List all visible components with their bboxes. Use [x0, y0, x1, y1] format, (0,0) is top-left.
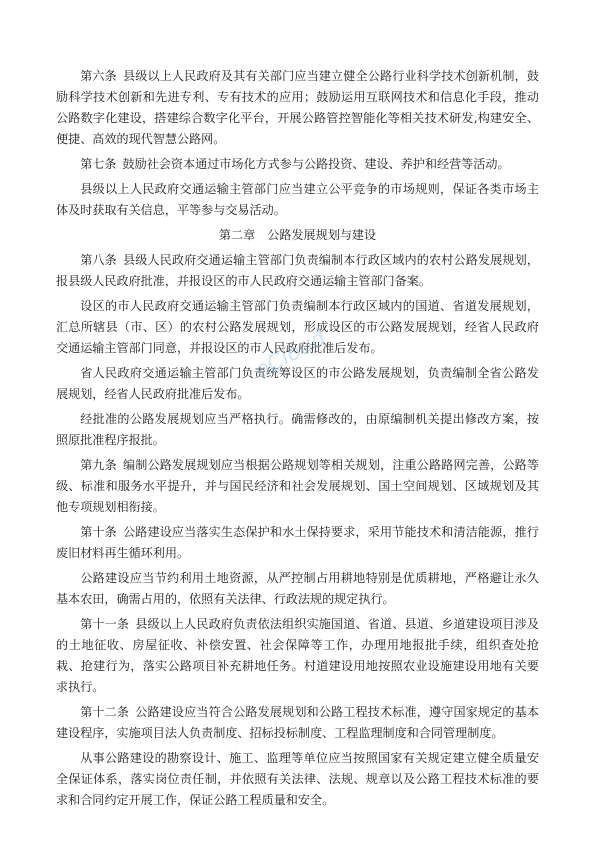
chapter-heading: 第二章 公路发展规划与建设: [218, 228, 377, 242]
watermark: oCloud: [250, 325, 331, 384]
article-6: [56, 66, 539, 150]
article-text: 公路建设应当落实生态保护和水土保持要求，采用节能技术和清洁能源，推行废旧材料再生循环利用。: [56, 525, 539, 560]
article-8: [56, 250, 539, 292]
paragraph: [56, 363, 539, 405]
article-number: 第八条: [80, 253, 117, 267]
paragraph: [56, 748, 539, 811]
article-number: 第十二条: [80, 705, 130, 719]
paragraph: [56, 568, 539, 610]
paragraph: [56, 179, 539, 221]
paragraph-text: 设区的市人民政府交通运输主管部门负责编制本行政区域内的国道、省道发展规划，汇总所辖县（市、区）的农村公路发展规划，形成设区的市公路发展规划，经省人民政府交通运输主管部门同意，并报设区的市人民政府批准后发布。: [56, 299, 539, 355]
article-text: 编制公路发展规划应当根据公路规划等相关规划，注重公路路网完善，公路等级、标准和服务水平提升，并与国民经济和社会发展规划、国土空间规划、区域规划及其他专项规划相衔接。: [56, 458, 539, 514]
article-11: [56, 614, 539, 698]
article-number: 第九条: [80, 458, 117, 472]
article-number: 第十一条: [80, 617, 130, 631]
article-number: 第七条: [80, 157, 117, 171]
paragraph-text: 从事公路建设的勘察设计、施工、监理等单位应当按照国家有关规定建立健全质量安全保证体系，落实岗位责任制，并依照有关法律、法规、规章以及公路工程技术标准的要求和合同约定开展工作，保证公路工程质量和安全。: [56, 751, 539, 807]
paragraph-text: 县级以上人民政府交通运输主管部门应当建立公平竞争的市场规则，保证各类市场主体及时获取有关信息，平等参与交易活动。: [56, 182, 539, 217]
article-text: 县级人民政府交通运输主管部门负责编制本行政区域内的农村公路发展规划，报县级人民政府批准，并报设区的市人民政府交通运输主管部门备案。: [56, 253, 539, 288]
article-9: [56, 455, 539, 518]
article-7: [56, 154, 539, 175]
article-text: 县级以上人民政府及其有关部门应当建立健全公路行业科学技术创新机制，鼓励科学技术创新和先进专利、专有技术的应用；鼓励运用互联网技术和信息化手段，推动公路数字化建设，搭建综合数字化平台，开展公路管控智能化等相关技术研发,构建安全、便捷、高效的现代智慧公路网。: [56, 69, 539, 146]
article-text: 公路建设应当符合公路发展规划和公路工程技术标准，遵守国家规定的基本建设程序，实施项目法人负责制度、招标投标制度、工程监理制度和合同管理制度。: [56, 705, 539, 740]
paragraph-text: 公路建设应当节约利用土地资源，从严控制占用耕地特别是优质耕地，严格避让永久基本农田，确需占用的，依照有关法律、行政法规的规定执行。: [56, 571, 539, 606]
article-number: 第六条: [80, 69, 117, 83]
paragraph: [56, 409, 539, 451]
article-10: [56, 522, 539, 564]
article-12: [56, 702, 539, 744]
document-body: [56, 66, 539, 815]
paragraph-text: 省人民政府交通运输主管部门负责统筹设区的市公路发展规划，负责编制全省公路发展规划，经省人民政府批准后发布。: [56, 366, 539, 401]
article-number: 第十条: [80, 525, 117, 539]
article-text: 鼓励社会资本通过市场化方式参与公路投资、建设、养护和经营等活动。: [122, 157, 510, 171]
paragraph-text: 经批准的公路发展规划应当严格执行。确需修改的，由原编制机关提出修改方案，按照原批准程序报批。: [56, 412, 539, 447]
paragraph: [56, 296, 539, 359]
article-text: 县级以上人民政府负责依法组织实施国道、省道、县道、乡道建设项目涉及的土地征收、房屋征收、补偿安置、社会保障等工作，办理用地报批手续，组织查处抢栽、抢建行为，落实公路项目补充耕地任务。村道建设用地按照农业设施建设用地有关要求执行。: [56, 617, 539, 694]
